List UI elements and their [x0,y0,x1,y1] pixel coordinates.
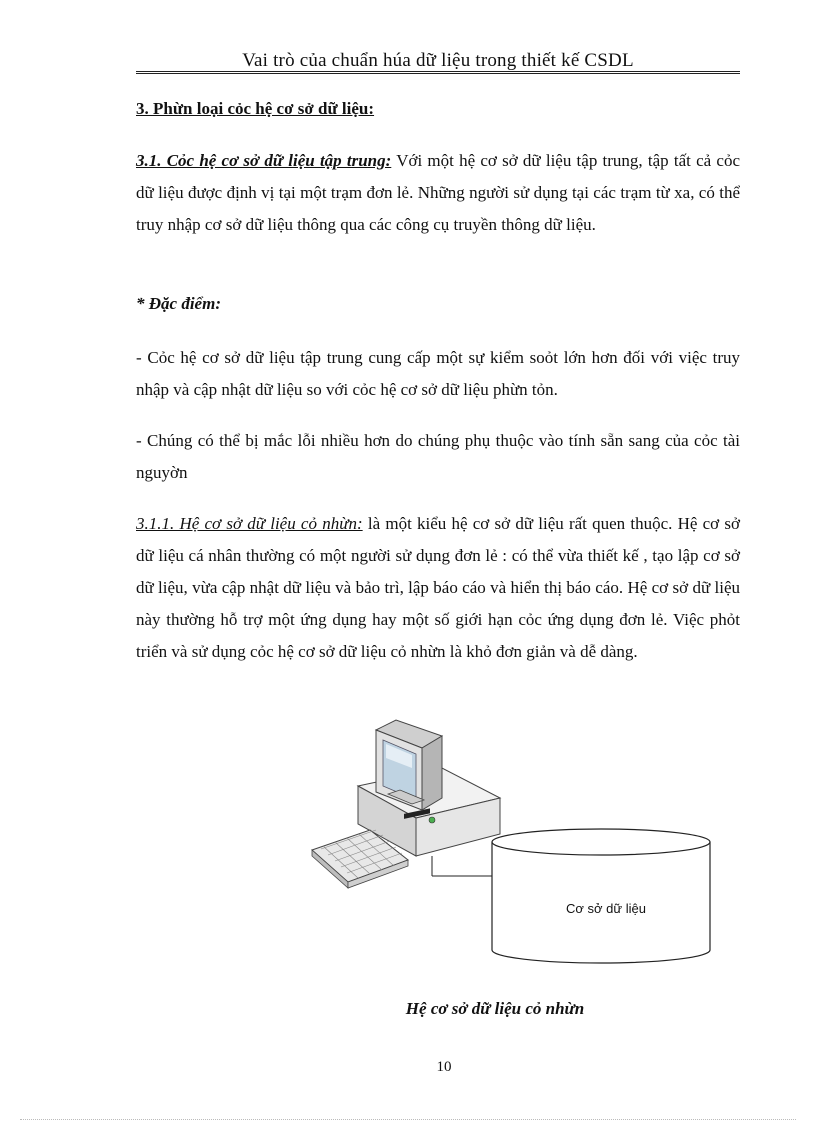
paragraph-personal-db [136,508,740,668]
paragraph-personal-db-body: là một kiểu hệ cơ sở dữ liệu rất quen thuộc. Hệ cơ sở dữ liệu cá nhân thường có một người sử dụng đơn lẻ : có thể vừa thiết kế , tạo lập cơ sở dữ liệu, vừa cập nhật dữ liệu và bảo trì, lập báo cáo và hiển thị báo cáo. Hệ cơ sở dữ liệu này thường hỗ trợ một ứng dụng hay một số giới hạn cỏc ứng dụng đơn lẻ. Việc phỏt triển và sử dụng cỏc hệ cơ sở dữ liệu cỏ nhừn là khỏ đơn giản và dễ dàng. [136,514,740,661]
database-cylinder-icon [492,829,710,963]
database-label: Cơ sở dữ liệu [566,901,646,916]
feature-point-1: - Cỏc hệ cơ sở dữ liệu tập trung cung cấp một sự kiểm soỏt lớn hơn đối với việc truy nhập và cập nhật dữ liệu so với cỏc hệ cơ sở dữ liệu phừn tỏn. [136,348,740,399]
page-bottom-divider [20,1119,796,1120]
personal-db-figure [300,718,740,980]
paragraph-centralized-db [136,145,740,241]
subsection-heading-3-1: 3.1. Cỏc hệ cơ sở dữ liệu tập trung: [136,151,392,170]
connector-lines [432,856,492,876]
paragraph-centralized-db-body: Với một hệ cơ sở dữ liệu tập trung, tập tất cả cỏc dữ liệu được định vị tại một trạm đơn lẻ. Những người sử dụng tại các trạm từ xa, có thể truy nhập cơ sở dữ liệu thông qua các công cụ truyền thông dữ liệu. [136,151,740,234]
desktop-computer-icon [312,720,500,888]
subsection-heading-3-1-1: 3.1.1. Hệ cơ sở dữ liệu cỏ nhừn: [136,514,363,533]
computer-database-diagram [300,718,740,980]
figure-caption: Hệ cơ sở dữ liệu cỏ nhừn [405,999,585,1018]
header-rule [136,71,740,74]
feature-point-2: - Chúng có thể bị mắc lỗi nhiều hơn do chúng phụ thuộc vào tính sẵn sang của cỏc tài nguyờn [136,431,740,482]
running-header-title: Vai trò của chuẩn húa dữ liệu trong thiết kế CSDL [242,50,634,71]
features-heading: * Đặc điểm: [136,294,221,313]
page-number: 10 [436,1059,452,1075]
section-heading: 3. Phừn loại cỏc hệ cơ sở dữ liệu: [136,99,375,118]
